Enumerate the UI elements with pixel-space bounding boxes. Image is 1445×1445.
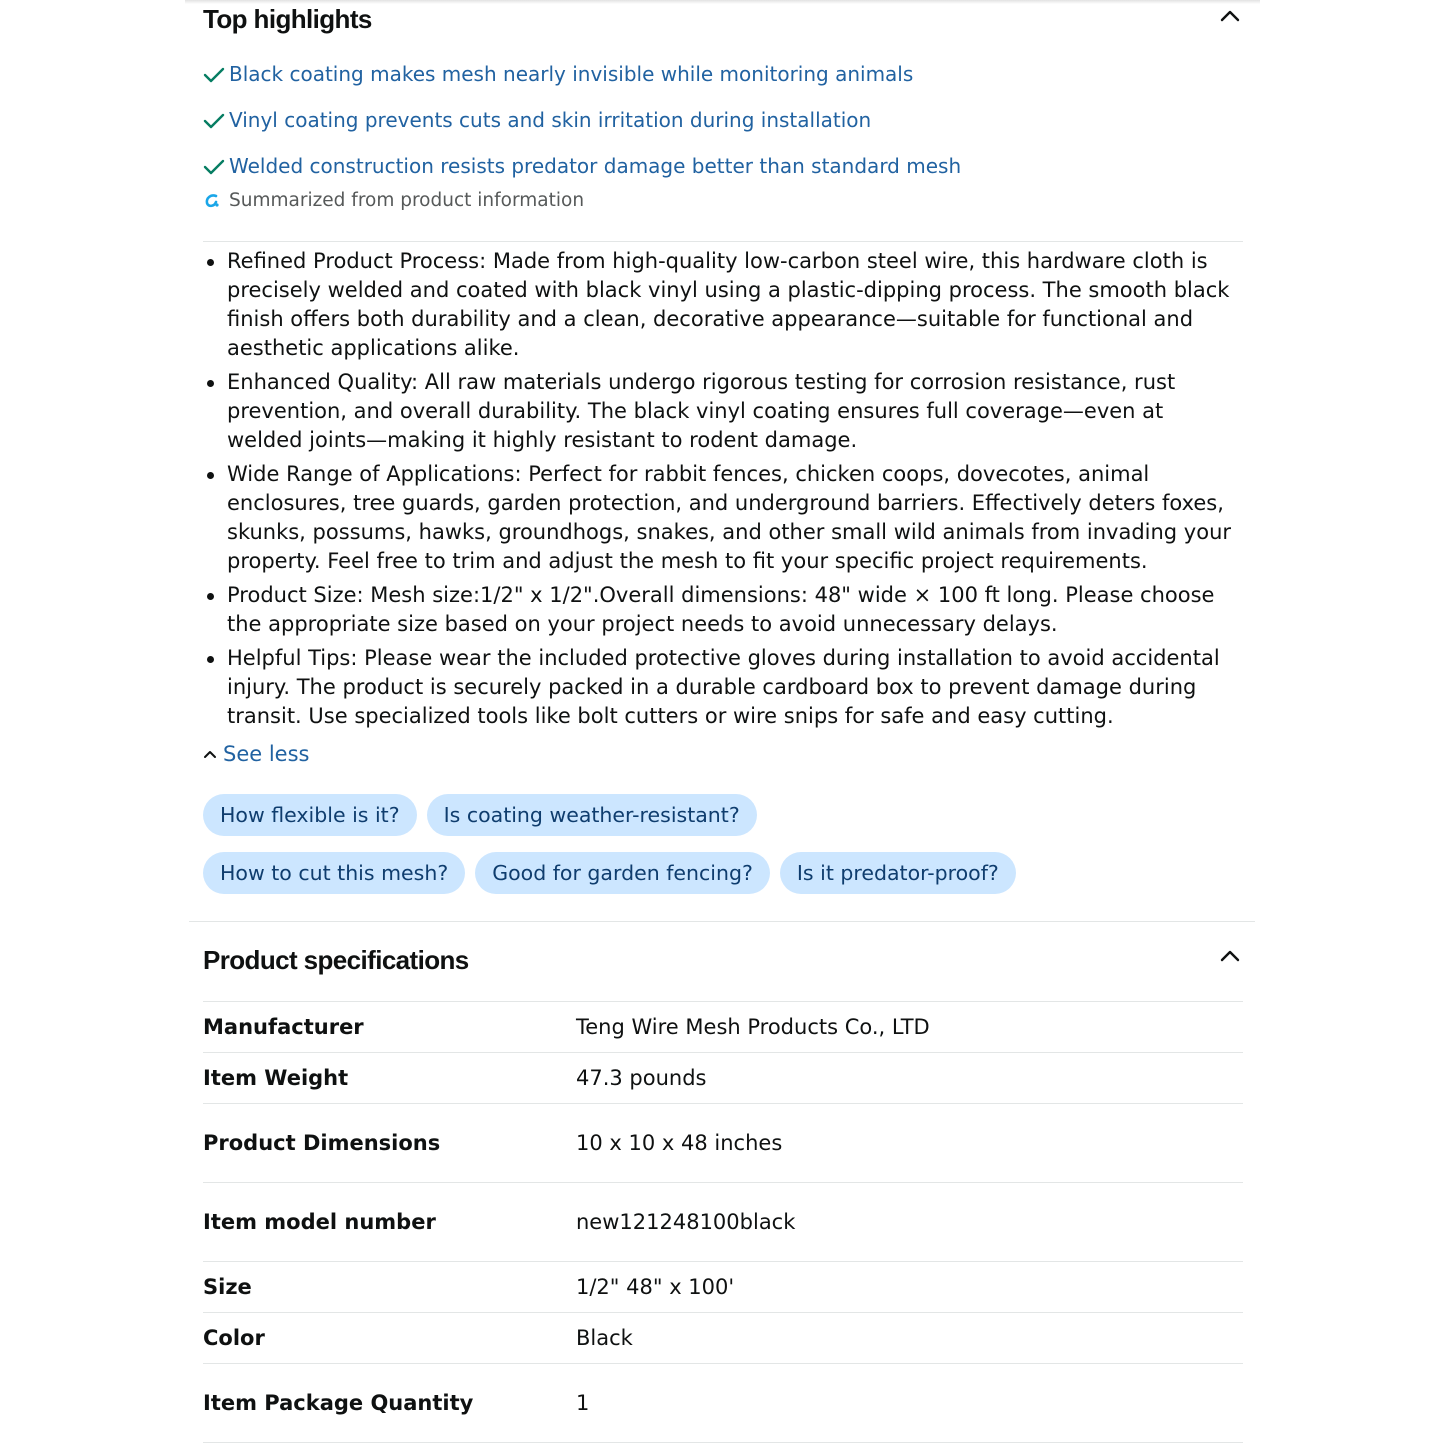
- question-chip-cut[interactable]: How to cut this mesh?: [203, 852, 465, 894]
- highlight-text: Welded construction resists predator damage better than standard mesh: [229, 154, 962, 178]
- highlight-text: Black coating makes mesh nearly invisible while monitoring animals: [229, 62, 914, 86]
- highlight-item: [203, 51, 1243, 97]
- feature-bullet: Refined Product Process: Made from high-quality low-carbon steel wire, this hardware cloth is precisely welded and coated with black vinyl using a plastic-dipping process. The smooth black finish offers both durability and a clean, decorative appearance—suitable for functional and aesthetic applications alike.: [203, 247, 1243, 363]
- spec-value: 1/2" 48" x 100': [576, 1262, 1243, 1313]
- summary-note: [203, 190, 1243, 211]
- spec-value: Teng Wire Mesh Products Co., LTD: [576, 1002, 1243, 1053]
- spec-key: Manufacturer: [203, 1002, 576, 1053]
- spec-key: Color: [203, 1313, 576, 1364]
- spec-value: 1: [576, 1364, 1243, 1443]
- question-chip-weather[interactable]: Is coating weather-resistant?: [427, 794, 757, 836]
- see-less-link[interactable]: [203, 742, 1243, 766]
- table-row: [203, 1364, 1243, 1443]
- ai-sparkle-icon: [203, 192, 221, 210]
- table-row: [203, 1183, 1243, 1262]
- highlight-item: [203, 143, 1243, 189]
- check-icon: [203, 111, 225, 129]
- spec-value: 47.3 pounds: [576, 1053, 1243, 1104]
- product-specifications-section: [203, 945, 1243, 981]
- see-less-label[interactable]: See less: [223, 742, 310, 766]
- feature-bullet: Wide Range of Applications: Perfect for rabbit fences, chicken coops, dovecotes, animal enclosures, tree guards, garden protection, and underground barriers. Effectively deters foxes, skunks, possums, hawks, groundhogs, snakes, and other small wild animals from invading your property. Feel free to trim and adjust the mesh to fit your specific project requirements.: [203, 460, 1243, 576]
- table-row: [203, 1313, 1243, 1364]
- table-row: [203, 1002, 1243, 1053]
- feature-bullets: [203, 247, 1243, 736]
- check-icon: [203, 65, 225, 83]
- summary-note-text: Summarized from product information: [229, 190, 585, 211]
- feature-bullet: Enhanced Quality: All raw materials undergo rigorous testing for corrosion resistance, rust prevention, and overall durability. The black vinyl coating ensures full coverage—even at welded joints—making it highly resistant to rodent damage.: [203, 368, 1243, 455]
- question-chip-predator[interactable]: Is it predator-proof?: [780, 852, 1016, 894]
- top-highlights-title: Top highlights: [203, 4, 372, 34]
- table-row: [203, 1262, 1243, 1313]
- highlight-text: Vinyl coating prevents cuts and skin irritation during installation: [229, 108, 872, 132]
- table-row: [203, 1104, 1243, 1183]
- product-specifications-title: Product specifications: [203, 945, 469, 975]
- question-chip-flexible[interactable]: How flexible is it?: [203, 794, 417, 836]
- question-chip-garden[interactable]: Good for garden fencing?: [475, 852, 770, 894]
- check-icon: [203, 157, 225, 175]
- spec-value: new121248100black: [576, 1183, 1243, 1262]
- table-row: [203, 1053, 1243, 1104]
- spec-key: Size: [203, 1262, 576, 1313]
- collapse-specs-chevron-up-icon[interactable]: [1219, 949, 1241, 963]
- collapse-highlights-chevron-up-icon[interactable]: [1219, 9, 1241, 23]
- divider: [203, 241, 1243, 242]
- top-highlights-section: [203, 4, 1243, 40]
- spec-key: Item Package Quantity: [203, 1364, 576, 1443]
- highlights-list: [203, 51, 1243, 211]
- feature-bullet: Product Size: Mesh size:1/2" x 1/2".Overall dimensions: 48" wide × 100 ft long. Please choose the appropriate size based on your project needs to avoid unnecessary delays.: [203, 581, 1243, 639]
- question-chips: [203, 794, 1243, 894]
- spec-value: 10 x 10 x 48 inches: [576, 1104, 1243, 1183]
- spec-key: Item Weight: [203, 1053, 576, 1104]
- spec-value: Black: [576, 1313, 1243, 1364]
- feature-bullet: Helpful Tips: Please wear the included protective gloves during installation to avoid accidental injury. The product is securely packed in a durable cardboard box to prevent damage during transit. Use specialized tools like bolt cutters or wire snips for safe and easy cutting.: [203, 644, 1243, 731]
- chevron-up-icon: [203, 749, 217, 759]
- section-divider: [189, 921, 1255, 922]
- spec-key: Product Dimensions: [203, 1104, 576, 1183]
- spec-key: Item model number: [203, 1183, 576, 1262]
- specs-table: [203, 1001, 1243, 1443]
- highlight-item: [203, 97, 1243, 143]
